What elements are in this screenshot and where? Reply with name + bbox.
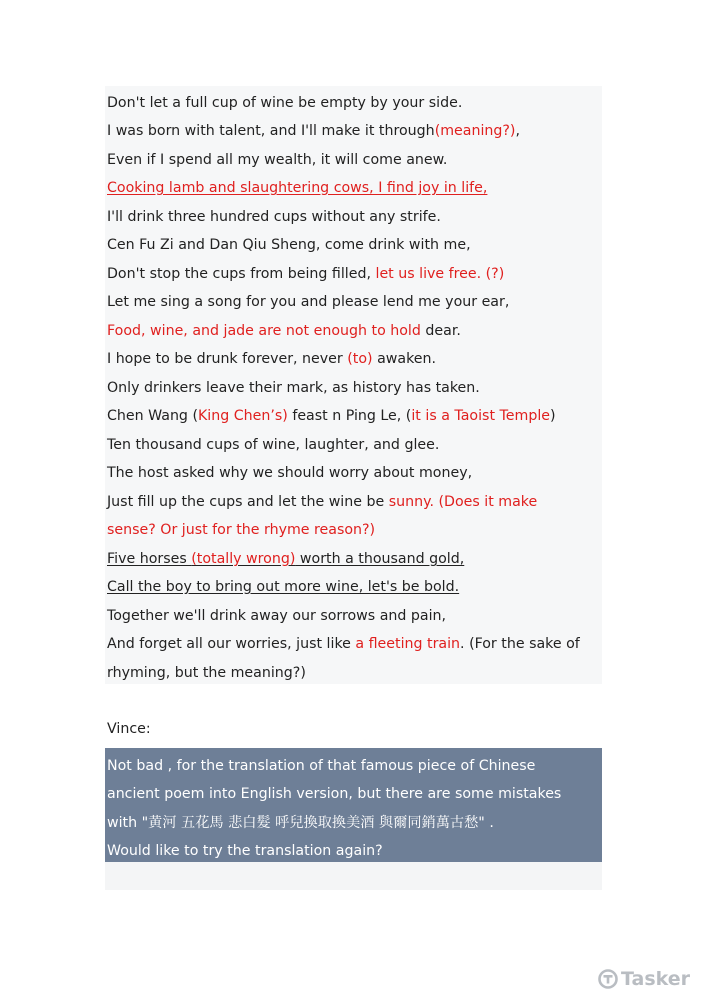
poem-line (107, 264, 504, 284)
underlined-text: Call the boy to bring out more wine, let's be bold. (107, 579, 460, 595)
poem-line (107, 520, 375, 540)
highlighted-phrase: Food, wine, and jade are not enough to hold (107, 323, 421, 339)
poem-line (107, 378, 480, 398)
poem-line (107, 349, 436, 369)
poem-text: I hope to be drunk forever, never (107, 351, 348, 367)
poem-line (107, 292, 509, 312)
translator-note: King Chen’s) (198, 408, 288, 424)
translator-note: it is a Taoist Temple (411, 408, 550, 424)
poem-text: And forget all our worries, just like (107, 636, 356, 652)
tasker-logo (598, 968, 690, 990)
poem-text: ) (550, 408, 556, 424)
poem-text: The host asked why we should worry about money, (107, 465, 473, 481)
underlined-text: worth a thousand gold, (295, 551, 465, 567)
poem-line (107, 207, 441, 227)
poem-text: . (For the sake of (460, 636, 580, 652)
poem-line (107, 549, 464, 569)
reply-line: ancient poem into English version, but there are some mistakes (107, 786, 562, 802)
poem-text: Together we'll drink away our sorrows and pain, (107, 608, 447, 624)
reply-line: Not bad , for the translation of that famous piece of Chinese (107, 758, 536, 774)
poem-line (107, 606, 446, 626)
speaker-name: Vince: (107, 721, 151, 737)
poem-text: , (515, 123, 520, 139)
tasker-logo-text: Tasker (621, 968, 691, 990)
poem-text: Cen Fu Zi and Dan Qiu Sheng, come drink with me, (107, 237, 471, 253)
poem-text: I was born with talent, and I'll make it through (107, 123, 435, 139)
reply-message-box (105, 748, 602, 862)
reply-line: with "黄河 五花馬 悲白髮 呼兒換取換美酒 與爾同銷萬古愁" . (107, 815, 494, 831)
translator-note: let us live free. (?) (375, 266, 505, 282)
poem-line (107, 663, 306, 683)
poem-block (105, 86, 602, 684)
tasker-logo-icon (598, 969, 618, 989)
translator-note: (to) (347, 351, 373, 367)
poem-text: I'll drink three hundred cups without any strife. (107, 209, 441, 225)
poem-text: Let me sing a song for you and please lend me your ear, (107, 294, 510, 310)
poem-text: rhyming, but the meaning?) (107, 665, 306, 681)
poem-text: feast (287, 408, 328, 424)
poem-line (107, 492, 537, 512)
reply-line: Would like to try the translation again? (107, 843, 383, 859)
translator-note: sense? Or just for the rhyme reason?) (107, 522, 376, 538)
poem-text: Just fill up the cups and let the wine be (107, 494, 389, 510)
poem-line (107, 634, 580, 654)
poem-line (107, 178, 487, 198)
poem-line (107, 235, 471, 255)
poem-line (107, 93, 462, 113)
poem-text: Chen Wang ( (107, 408, 198, 424)
poem-text: Even if I spend all my wealth, it will come anew. (107, 152, 448, 168)
poem-line (107, 463, 472, 483)
poem-line (107, 406, 556, 426)
translator-note: sunny. (Does it make (388, 494, 538, 510)
poem-text: Don't stop the cups from being filled, (107, 266, 376, 282)
highlighted-phrase: a fleeting train (355, 636, 461, 652)
poem-text: awaken. (372, 351, 437, 367)
poem-line (107, 321, 461, 341)
poem-line (107, 121, 520, 141)
underlined-text: Five horses (107, 551, 192, 567)
poem-text: Ten thousand cups of wine, laughter, and glee. (107, 437, 440, 453)
poem-line (107, 150, 447, 170)
poem-text: Don't let a full cup of wine be empty by your side. (107, 95, 463, 111)
highlighted-line: Cooking lamb and slaughtering cows, I find joy in life, (107, 180, 488, 196)
translator-note: (meaning?) (434, 123, 516, 139)
poem-text: n Ping Le, ( (327, 408, 412, 424)
poem-line (107, 435, 439, 455)
poem-text: Only drinkers leave their mark, as history has taken. (107, 380, 480, 396)
translator-note: (totally wrong) (191, 551, 296, 567)
poem-line (107, 577, 459, 597)
poem-text: dear. (420, 323, 461, 339)
reply-container (105, 748, 602, 890)
